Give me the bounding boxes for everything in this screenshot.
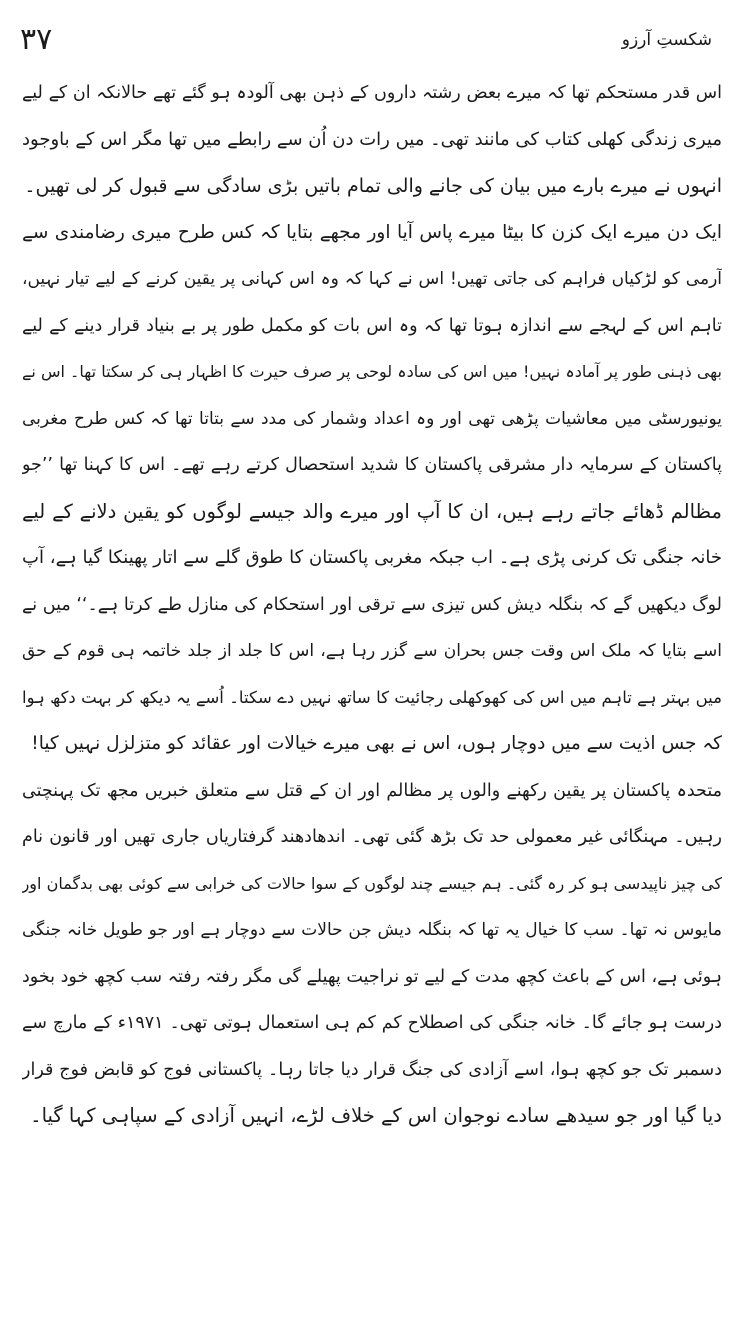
text-line: دسمبر تک جو کچھ ہوا، اسے آزادی کی جنگ قرار دیا جاتا رہا۔ پاکستانی فوج کو قابض فوج قرار xyxy=(22,1059,722,1080)
text-line: یونیورسٹی میں معاشیات پڑھی تھی اور وہ اعداد وشمار کی مدد سے بتاتا تھا کہ کس طرح مغربی xyxy=(22,408,722,429)
text-line: آرمی کو لڑکیاں فراہم کی جاتی تھیں! اس نے کہا کہ وہ اس کہانی پر یقین کرنے کے لیے تیار نہیں، xyxy=(22,269,722,289)
text-line: میری زندگی کھلی کتاب کی مانند تھی۔ میں رات دن اُن سے رابطے میں تھا مگر اس کے باوجود xyxy=(22,128,722,150)
text-line: درست ہو جائے گا۔ خانہ جنگی کی اصطلاح کم کم ہی استعمال ہوتی تھی۔ ۱۹۷۱ء کے مارچ سے xyxy=(22,1013,722,1033)
text-line: ایک دن میرے ایک کزن کا بیٹا میرے پاس آیا اور مجھے بتایا کہ کس طرح میری رضامندی سے xyxy=(22,221,722,243)
running-title: شکستِ آرزو xyxy=(621,30,712,50)
text-line: پاکستان کے سرمایہ دار مشرقی پاکستان کا شدید استحصال کرتے رہے تھے۔ اس کا کہنا تھا ’’جو xyxy=(22,455,722,475)
text-line: مظالم ڈھائے جاتے رہے ہیں، ان کا آپ اور میرے والد جیسے لوگوں کو یقین دلانے کے لیے xyxy=(22,499,722,523)
text-line: خانہ جنگی تک کرنی پڑی ہے۔ اب جبکہ مغربی پاکستان کا طوق گلے سے اتار پھینکا گیا ہے، آپ xyxy=(22,547,722,568)
text-line: انہوں نے میرے بارے میں بیان کی جانے والی تمام باتیں بڑی سادگی سے قبول کر لی تھیں۔ xyxy=(24,175,722,197)
text-line: دیا گیا اور جو سیدھے سادے نوجوان اس کے خلاف لڑے، انہیں آزادی کے سپاہی کہا گیا۔ xyxy=(30,1104,722,1127)
text-line: اس قدر مستحکم تھا کہ میرے بعض رشتہ داروں کے ذہن بھی آلودہ ہو گئے تھے حالانکہ ان کے لیے xyxy=(22,83,722,103)
text-line: اسے بتایا کہ ملک اس وقت جس بحران سے گزر رہا ہے، اس کا جلد از جلد خاتمہ ہی قوم کے حق xyxy=(22,641,722,661)
text-line: تاہم اس کے لہجے سے اندازہ ہوتا تھا کہ وہ اس بات کو مکمل طور پر بے بنیاد قرار دینے کے لیے xyxy=(22,315,722,336)
text-line: کہ جس اذیت سے میں دوچار ہوں، اس نے بھی میرے خیالات اور عقائد کو متزلزل نہیں کیا! xyxy=(31,733,722,754)
text-line: میں بہتر ہے تاہم میں اس کی کھوکھلی رجائیت کا ساتھ نہیں دے سکتا۔ اُسے یہ دیکھ کر بہت دکھ ہوا xyxy=(22,687,722,707)
text-line: بھی ذہنی طور پر آمادہ نہیں! میں اس کی سادہ لوحی پر صرف حیرت کا اظہار ہی کر سکتا تھا۔ اس نے xyxy=(22,362,722,381)
text-line: رہیں۔ مہنگائی غیر معمولی حد تک بڑھ گئی تھی۔ اندھادھند گرفتاریاں جاری تھیں اور قانون نام xyxy=(22,827,722,847)
body-text xyxy=(22,70,722,1140)
text-line: مایوس نہ تھا۔ سب کا خیال یہ تھا کہ بنگلہ دیش جن حالات سے دوچار ہے اور جو طویل خانہ جنگی xyxy=(22,920,722,940)
text-line: متحدہ پاکستان پر یقین رکھنے والوں پر مظالم اور ان کے قتل سے متعلق خبریں مجھ تک پہنچتی xyxy=(22,780,722,801)
page-number: ۳۷ xyxy=(20,22,53,57)
text-line: کی چیز ناپیدسی ہو کر رہ گئی۔ ہم جیسے چند لوگوں کے سوا حالات کی خرابی سے کوئی بھی بدگمان اور xyxy=(22,873,722,893)
text-line: ہوئی ہے، اس کے باعث کچھ مدت کے لیے تو نراجیت پھیلے گی مگر رفتہ رفتہ سب کچھ خود بخود xyxy=(22,966,722,987)
text-line: لوگ دیکھیں گے کہ بنگلہ دیش کس تیزی سے ترقی اور استحکام کی منازل طے کرتا ہے۔‘‘ میں نے xyxy=(22,594,722,615)
